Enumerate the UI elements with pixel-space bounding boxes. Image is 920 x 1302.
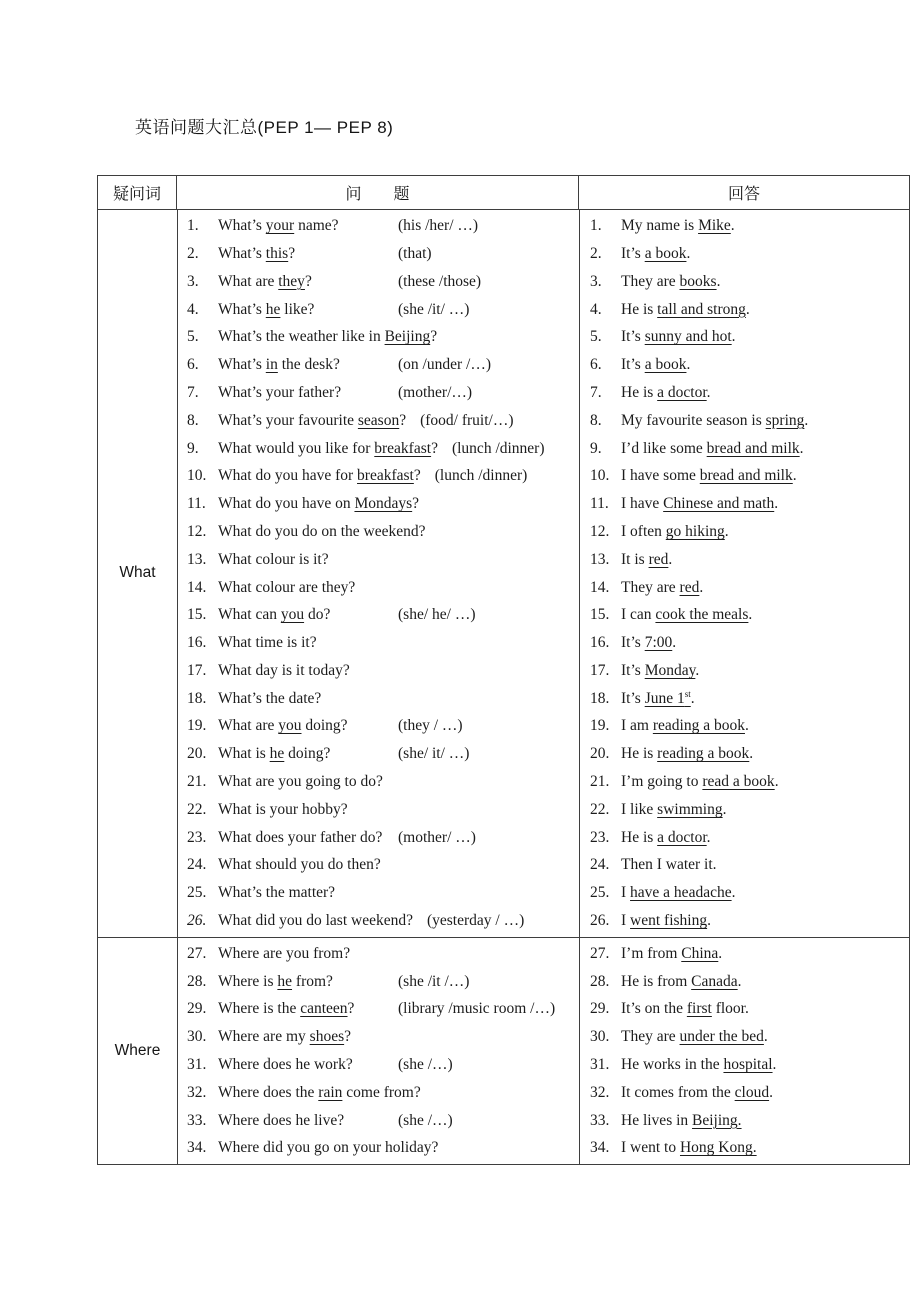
- item-number: 31.: [590, 1056, 610, 1074]
- answers-cell: [580, 210, 909, 937]
- item-number: 19.: [187, 717, 207, 735]
- question-main: Where is he from?: [218, 972, 333, 990]
- question-main: What did you do last weekend?: [218, 912, 413, 930]
- item-number: 19.: [590, 717, 610, 735]
- question-main: What’s your favourite season?: [218, 411, 407, 429]
- answer-text: I am reading a book.: [621, 717, 749, 735]
- question-note: (they / …): [398, 717, 463, 735]
- answer-text: He is a doctor.: [621, 828, 711, 846]
- question-main: What’s the weather like in Beijing?: [218, 328, 438, 346]
- item-number: 1.: [590, 217, 602, 235]
- question-main: What’s the date?: [218, 689, 322, 707]
- answer-text: My favourite season is spring.: [621, 411, 809, 429]
- question-item: [178, 907, 579, 935]
- table-header-row: [98, 176, 909, 210]
- item-number: 20.: [590, 745, 610, 763]
- document-title: 英语问题大汇总(PEP 1— PEP 8): [135, 118, 394, 137]
- question-main: Where are my shoes?: [218, 1028, 351, 1046]
- question-item: [178, 212, 579, 240]
- question-main: What can you do?: [218, 606, 331, 624]
- answer-item: [580, 351, 909, 379]
- question-item: [178, 629, 579, 657]
- question-item: [178, 768, 579, 796]
- item-number: 20.: [187, 745, 207, 763]
- group-row-where: [98, 937, 909, 1164]
- question-item: [178, 1079, 579, 1107]
- question-note: (she /…): [398, 1056, 453, 1074]
- question-main: Where is the canteen?: [218, 1000, 355, 1018]
- answer-text: It’s a book.: [621, 356, 691, 374]
- item-number: 18.: [187, 689, 207, 707]
- question-item: [178, 240, 579, 268]
- question-text: [218, 802, 384, 818]
- question-main: What colour are they?: [218, 578, 356, 596]
- question-note: (she/ it/ …): [398, 745, 470, 763]
- answer-text: They are red.: [621, 578, 704, 596]
- item-number: 9.: [187, 439, 199, 457]
- question-main: What do you have on Mondays?: [218, 495, 420, 513]
- question-main: What is your hobby?: [218, 800, 348, 818]
- qa-table: [97, 175, 910, 1165]
- answer-text: It’s on the first floor.: [621, 1000, 749, 1018]
- question-item: [178, 657, 579, 685]
- question-item: [178, 462, 579, 490]
- answer-item: [580, 212, 909, 240]
- item-number: 28.: [187, 972, 207, 990]
- group-label-cell: [98, 210, 178, 937]
- item-number: 6.: [590, 356, 602, 374]
- answer-item: [580, 657, 909, 685]
- answer-item: [580, 768, 909, 796]
- answer-text: He is tall and strong.: [621, 300, 750, 318]
- question-main: What are they?: [218, 272, 312, 290]
- item-number: 23.: [590, 828, 610, 846]
- question-item: [178, 601, 579, 629]
- question-text: [218, 357, 491, 373]
- answer-text: I like swimming.: [621, 800, 727, 818]
- item-number: 28.: [590, 972, 610, 990]
- answer-item: [580, 379, 909, 407]
- questions-cell: [178, 210, 580, 937]
- question-note: (on /under /…): [398, 356, 491, 374]
- item-number: 33.: [590, 1111, 610, 1129]
- question-item: [178, 796, 579, 824]
- answer-item: [580, 407, 909, 435]
- answer-text: I can cook the meals.: [621, 606, 753, 624]
- question-text: [218, 691, 384, 707]
- answer-text: My name is Mike.: [621, 217, 735, 235]
- question-text: [218, 496, 419, 512]
- question-text: [218, 218, 478, 234]
- item-number: 25.: [187, 884, 207, 902]
- question-item: [178, 995, 579, 1023]
- question-text: [218, 580, 384, 596]
- answer-item: [580, 879, 909, 907]
- answer-item: [580, 1107, 909, 1135]
- item-number: 7.: [590, 383, 602, 401]
- group-label: Where: [114, 1041, 161, 1059]
- question-main: What colour is it?: [218, 550, 329, 568]
- question-text: [218, 974, 469, 990]
- item-number: 2.: [590, 244, 602, 262]
- answer-item: [580, 685, 909, 713]
- item-number: 14.: [590, 578, 610, 596]
- header-cell-question: 问 题: [177, 176, 579, 209]
- answer-item: [580, 518, 909, 546]
- question-item: [178, 740, 579, 768]
- answer-text: It’s Monday.: [621, 661, 700, 679]
- question-item: [178, 268, 579, 296]
- answer-item: [580, 490, 909, 518]
- question-text: [218, 524, 425, 540]
- answer-item: [580, 796, 909, 824]
- question-item: [178, 518, 579, 546]
- question-main: Where does the rain come from?: [218, 1083, 421, 1101]
- item-number: 10.: [590, 467, 610, 485]
- questions-cell: [178, 938, 580, 1164]
- answer-text: I’m going to read a book.: [621, 773, 779, 791]
- group-label-cell: [98, 938, 178, 1164]
- question-item: [178, 712, 579, 740]
- question-main: What would you like for breakfast?: [218, 439, 438, 457]
- answer-text: Then I water it.: [621, 856, 717, 874]
- question-item: [178, 879, 579, 907]
- question-text: [218, 1001, 555, 1017]
- question-note: (mother/ …): [398, 828, 476, 846]
- question-item: [178, 1051, 579, 1079]
- answer-text: I’d like some bread and milk.: [621, 439, 804, 457]
- question-note: (his /her/ …): [398, 217, 479, 235]
- item-number: 3.: [590, 272, 602, 290]
- question-main: What’s he like?: [218, 300, 315, 318]
- question-note: (lunch /dinner): [451, 439, 545, 457]
- item-number: 30.: [187, 1028, 207, 1046]
- answer-item: [580, 573, 909, 601]
- item-number: 32.: [187, 1083, 207, 1101]
- group-label: What: [119, 564, 156, 582]
- item-number: 24.: [590, 856, 610, 874]
- item-number: 30.: [590, 1028, 610, 1046]
- answer-text: He is reading a book.: [621, 745, 754, 763]
- question-text: [218, 329, 437, 345]
- item-number: 32.: [590, 1083, 610, 1101]
- answer-item: [580, 712, 909, 740]
- question-text: [218, 913, 524, 929]
- question-main: What day is it today?: [218, 661, 350, 679]
- question-note: (these /those): [398, 272, 482, 290]
- item-number: 10.: [187, 467, 207, 485]
- question-text: [218, 1029, 384, 1045]
- question-text: [218, 774, 384, 790]
- item-number: 21.: [187, 773, 207, 791]
- question-item: [178, 490, 579, 518]
- item-number: 31.: [187, 1056, 207, 1074]
- question-item: [178, 323, 579, 351]
- answer-item: [580, 240, 909, 268]
- header-cell-answer: 回答: [727, 186, 760, 203]
- question-text: [218, 1085, 421, 1101]
- question-main: Where did you go on your holiday?: [218, 1139, 439, 1157]
- question-item: [178, 940, 579, 968]
- item-number: 16.: [187, 634, 207, 652]
- question-note: (she /it /…): [398, 972, 470, 990]
- answer-text: It’s a book.: [621, 244, 691, 262]
- question-note: (food/ fruit/…): [420, 411, 514, 429]
- question-item: [178, 1134, 579, 1162]
- question-item: [178, 824, 579, 852]
- item-number: 29.: [590, 1000, 610, 1018]
- question-item: [178, 379, 579, 407]
- answer-item: [580, 851, 909, 879]
- answer-text: It comes from the cloud.: [621, 1083, 773, 1101]
- question-main: What do you have for breakfast?: [218, 467, 421, 485]
- question-note: (she/ he/ …): [398, 606, 476, 624]
- item-number: 26.: [590, 912, 610, 930]
- question-item: [178, 351, 579, 379]
- item-number: 11.: [187, 495, 206, 513]
- question-text: [218, 946, 384, 962]
- item-number: 34.: [590, 1139, 610, 1157]
- question-text: [218, 1057, 453, 1073]
- item-number: 12.: [187, 522, 207, 540]
- question-text: [218, 1140, 438, 1156]
- question-main: What’s your name?: [218, 217, 339, 235]
- item-number: 5.: [187, 328, 199, 346]
- question-main: Where does he work?: [218, 1056, 353, 1074]
- question-item: [178, 546, 579, 574]
- answer-item: [580, 434, 909, 462]
- answer-text: He lives in Beijing.: [621, 1111, 742, 1129]
- item-number: 9.: [590, 439, 602, 457]
- item-number: 23.: [187, 828, 207, 846]
- question-text: [218, 274, 481, 290]
- answer-item: [580, 907, 909, 935]
- question-text: [218, 1113, 453, 1129]
- item-number: 8.: [590, 411, 602, 429]
- question-main: What time is it?: [218, 634, 317, 652]
- question-main: What are you going to do?: [218, 773, 383, 791]
- question-item: [178, 1023, 579, 1051]
- item-number: 29.: [187, 1000, 207, 1018]
- question-text: [218, 468, 527, 484]
- item-number: 8.: [187, 411, 199, 429]
- item-number: 4.: [187, 300, 199, 318]
- item-number: 26.: [187, 912, 207, 930]
- answer-text: I went fishing.: [621, 912, 711, 930]
- answer-item: [580, 462, 909, 490]
- question-text: [218, 830, 476, 846]
- answer-text: I’m from China.: [621, 944, 723, 962]
- question-note: (lunch /dinner): [434, 467, 528, 485]
- question-text: [218, 663, 384, 679]
- question-item: [178, 1107, 579, 1135]
- question-note: (yesterday / …): [426, 912, 525, 930]
- item-number: 15.: [187, 606, 207, 624]
- answer-item: [580, 629, 909, 657]
- question-note: (library /music room /…): [398, 1000, 556, 1018]
- question-main: What are you doing?: [218, 717, 348, 735]
- answer-item: [580, 1023, 909, 1051]
- answer-text: He works in the hospital.: [621, 1056, 777, 1074]
- answers-cell: [580, 938, 909, 1164]
- question-text: [218, 746, 469, 762]
- answer-text: I went to Hong Kong.: [621, 1139, 757, 1157]
- answer-item: [580, 968, 909, 996]
- question-item: [178, 685, 579, 713]
- item-number: 25.: [590, 884, 610, 902]
- question-main: What should you do then?: [218, 856, 381, 874]
- question-item: [178, 968, 579, 996]
- question-text: [218, 302, 469, 318]
- question-item: [178, 434, 579, 462]
- item-number: 5.: [590, 328, 602, 346]
- answer-text: I have some bread and milk.: [621, 467, 797, 485]
- item-number: 22.: [187, 800, 207, 818]
- question-text: [218, 441, 545, 457]
- item-number: 33.: [187, 1111, 207, 1129]
- item-number: 14.: [187, 578, 207, 596]
- item-number: 21.: [590, 773, 610, 791]
- answer-item: [580, 295, 909, 323]
- question-note: (she /…): [398, 1111, 453, 1129]
- item-number: 1.: [187, 217, 199, 235]
- answer-text: He is a doctor.: [621, 383, 711, 401]
- answer-text: It’s sunny and hot.: [621, 328, 736, 346]
- item-number: 16.: [590, 634, 610, 652]
- question-text: [218, 635, 384, 651]
- answer-item: [580, 546, 909, 574]
- question-main: What do you do on the weekend?: [218, 522, 426, 540]
- item-number: 7.: [187, 383, 199, 401]
- table-body: [98, 210, 909, 1164]
- item-number: 15.: [590, 606, 610, 624]
- question-text: [218, 246, 432, 262]
- question-text: [218, 885, 384, 901]
- question-main: What’s the matter?: [218, 884, 336, 902]
- item-number: 12.: [590, 522, 610, 540]
- question-item: [178, 295, 579, 323]
- question-main: What does your father do?: [218, 828, 383, 846]
- question-item: [178, 573, 579, 601]
- item-number: 4.: [590, 300, 602, 318]
- item-number: 22.: [590, 800, 610, 818]
- answer-text: They are books.: [621, 272, 721, 290]
- question-text: [218, 552, 384, 568]
- item-number: 6.: [187, 356, 199, 374]
- question-text: [218, 385, 472, 401]
- question-main: Where are you from?: [218, 944, 351, 962]
- question-item: [178, 851, 579, 879]
- question-main: What’s this?: [218, 244, 296, 262]
- answer-item: [580, 824, 909, 852]
- question-note: (she /it/ …): [398, 300, 470, 318]
- answer-text: It’s June 1st.: [621, 688, 695, 707]
- item-number: 13.: [590, 550, 610, 568]
- item-number: 17.: [590, 661, 610, 679]
- answer-item: [580, 323, 909, 351]
- question-main: What’s in the desk?: [218, 356, 340, 374]
- question-main: Where does he live?: [218, 1111, 345, 1129]
- header-cell-question-word: 疑问词: [98, 176, 177, 209]
- question-item: [178, 407, 579, 435]
- item-number: 34.: [187, 1139, 207, 1157]
- item-number: 27.: [590, 944, 610, 962]
- answer-item: [580, 1051, 909, 1079]
- item-number: 3.: [187, 272, 199, 290]
- item-number: 18.: [590, 689, 610, 707]
- question-text: [218, 413, 514, 429]
- answer-text: He is from Canada.: [621, 972, 742, 990]
- answer-text: It’s 7:00.: [621, 634, 677, 652]
- answer-text: I have a headache.: [621, 884, 736, 902]
- answer-item: [580, 268, 909, 296]
- item-number: 2.: [187, 244, 199, 262]
- answer-item: [580, 940, 909, 968]
- question-note: (mother/…): [398, 383, 473, 401]
- item-number: 27.: [187, 944, 207, 962]
- question-text: [218, 607, 475, 623]
- answer-item: [580, 1134, 909, 1162]
- answer-item: [580, 1079, 909, 1107]
- item-number: 17.: [187, 661, 207, 679]
- answer-text: It is red.: [621, 550, 673, 568]
- answer-text: I often go hiking.: [621, 522, 729, 540]
- item-number: 13.: [187, 550, 207, 568]
- answer-text: I have Chinese and math.: [621, 495, 779, 513]
- group-row-what: [98, 210, 909, 937]
- question-text: [218, 718, 463, 734]
- item-number: 24.: [187, 856, 207, 874]
- question-note: (that): [398, 244, 432, 262]
- question-text: [218, 857, 384, 873]
- answer-item: [580, 601, 909, 629]
- item-number: 11.: [590, 495, 609, 513]
- question-main: What is he doing?: [218, 745, 331, 763]
- answer-text: They are under the bed.: [621, 1028, 768, 1046]
- question-main: What’s your father?: [218, 383, 342, 401]
- answer-item: [580, 740, 909, 768]
- answer-item: [580, 995, 909, 1023]
